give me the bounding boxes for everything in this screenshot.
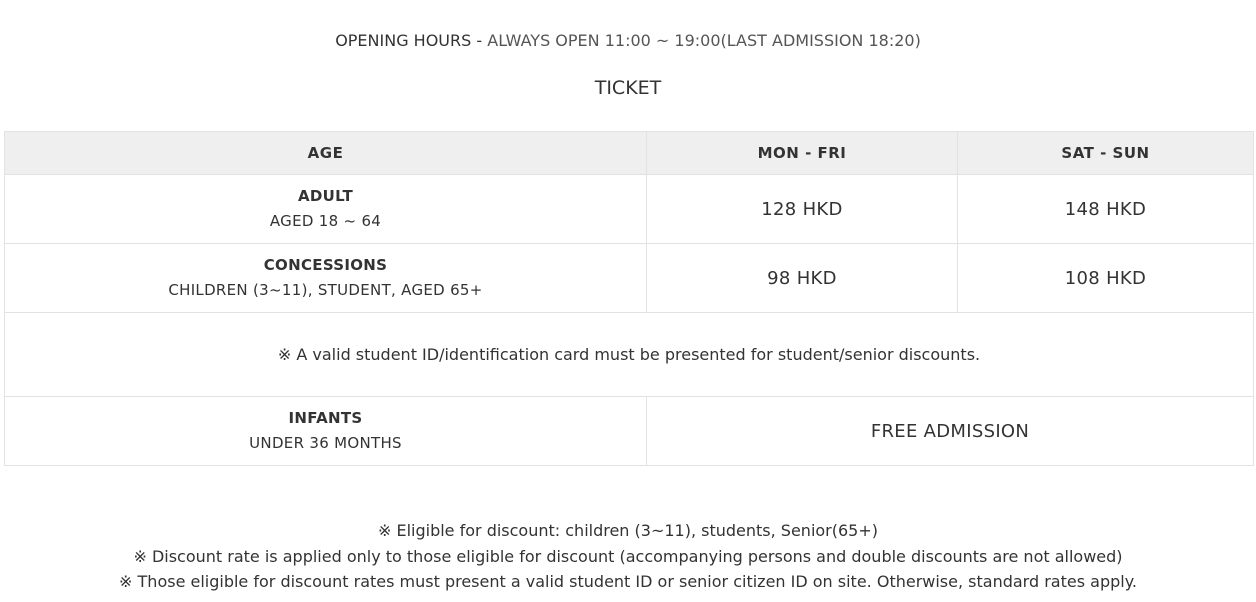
student-id-note: ※ A valid student ID/identification card must be presented for student/senior discounts.: [5, 313, 1254, 397]
ticket-title: TICKET: [594, 77, 662, 99]
age-cell-adult: [5, 175, 647, 244]
discount-note-rate: ※ Discount rate is applied only to those eligible for discount (accompanying persons and double discounts are not allowed): [133, 546, 1123, 566]
column-header-weekend: SAT - SUN: [958, 132, 1254, 175]
table-row-infants: [5, 397, 1254, 466]
table-row-concessions: [5, 244, 1254, 313]
age-desc-concessions: CHILDREN (3~11), STUDENT, AGED 65+: [168, 281, 483, 299]
age-name-adult: ADULT: [297, 187, 354, 205]
discount-notes: [0, 518, 1256, 595]
age-name-infants: INFANTS: [288, 409, 363, 427]
opening-hours-value: ALWAYS OPEN 11:00 ~ 19:00(LAST ADMISSION 18:20): [487, 31, 921, 50]
price-concessions-weekday: 98 HKD: [647, 244, 958, 313]
column-header-weekday: MON - FRI: [647, 132, 958, 175]
opening-hours: [0, 30, 1256, 52]
age-desc-adult: AGED 18 ~ 64: [269, 212, 382, 230]
age-desc-infants: UNDER 36 MONTHS: [249, 434, 402, 452]
price-adult-weekend: 148 HKD: [958, 175, 1254, 244]
price-concessions-weekend: 108 HKD: [958, 244, 1254, 313]
age-cell-infants: [5, 397, 647, 466]
ticket-price-table: [4, 131, 1254, 466]
table-header-row: [5, 132, 1254, 175]
column-header-age: AGE: [5, 132, 647, 175]
table-row-note: [5, 313, 1254, 397]
opening-hours-label: OPENING HOURS -: [335, 31, 483, 50]
price-infants-free: FREE ADMISSION: [647, 397, 1254, 466]
age-cell-concessions: [5, 244, 647, 313]
age-name-concessions: CONCESSIONS: [263, 256, 388, 274]
price-adult-weekday: 128 HKD: [647, 175, 958, 244]
discount-note-eligible: ※ Eligible for discount: children (3~11), students, Senior(65+): [377, 521, 879, 540]
table-row-adult: [5, 175, 1254, 244]
discount-note-id: ※ Those eligible for discount rates must present a valid student ID or senior citizen ID on site. Otherwise, standard rates apply.: [119, 572, 1137, 591]
